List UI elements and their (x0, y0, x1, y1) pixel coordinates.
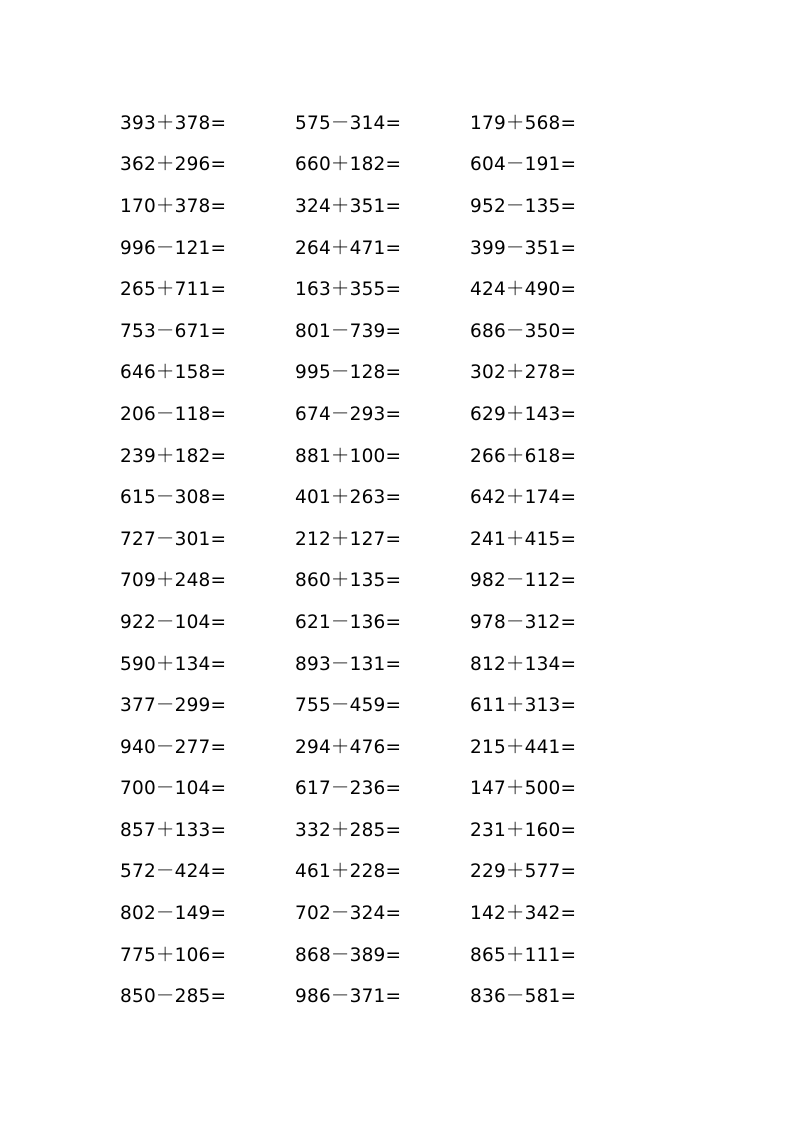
arithmetic-problem: 393＋378= (120, 112, 227, 134)
arithmetic-problem: 377－299= (120, 695, 227, 717)
arithmetic-problem: 660＋182= (295, 154, 402, 176)
arithmetic-problem: 709＋248= (120, 570, 227, 592)
problem-row (120, 143, 645, 185)
problem-row (120, 392, 645, 434)
problem-row (120, 559, 645, 601)
problem-row (120, 434, 645, 476)
arithmetic-problem: 324＋351= (295, 195, 402, 217)
problem-grid (120, 101, 645, 1016)
arithmetic-problem: 461＋228= (295, 861, 402, 883)
arithmetic-problem: 850－285= (120, 986, 227, 1008)
arithmetic-problem: 611＋313= (470, 695, 577, 717)
arithmetic-problem: 401＋263= (295, 487, 402, 509)
arithmetic-problem: 621－136= (295, 611, 402, 633)
arithmetic-problem: 802－149= (120, 903, 227, 925)
arithmetic-problem: 952－135= (470, 195, 577, 217)
problem-row (120, 891, 645, 933)
problem-row (120, 974, 645, 1016)
problem-row (120, 226, 645, 268)
arithmetic-problem: 615－308= (120, 487, 227, 509)
problem-row (120, 101, 645, 143)
arithmetic-problem: 727－301= (120, 528, 227, 550)
arithmetic-problem: 865＋111= (470, 944, 577, 966)
arithmetic-problem: 836－581= (470, 986, 577, 1008)
problem-row (120, 351, 645, 393)
arithmetic-problem: 332＋285= (295, 819, 402, 841)
arithmetic-problem: 294＋476= (295, 736, 402, 758)
problem-row (120, 267, 645, 309)
problem-row (120, 683, 645, 725)
arithmetic-problem: 881＋100= (295, 445, 402, 467)
problem-row (120, 600, 645, 642)
arithmetic-problem: 212＋127= (295, 528, 402, 550)
arithmetic-problem: 893－131= (295, 653, 402, 675)
arithmetic-problem: 163＋355= (295, 279, 402, 301)
problem-row (120, 642, 645, 684)
arithmetic-problem: 995－128= (295, 362, 402, 384)
arithmetic-problem: 775＋106= (120, 944, 227, 966)
arithmetic-problem: 646＋158= (120, 362, 227, 384)
arithmetic-problem: 142＋342= (470, 903, 577, 925)
arithmetic-problem: 922－104= (120, 611, 227, 633)
arithmetic-problem: 755－459= (295, 695, 402, 717)
arithmetic-problem: 575－314= (295, 112, 402, 134)
arithmetic-problem: 424＋490= (470, 279, 577, 301)
arithmetic-problem: 860＋135= (295, 570, 402, 592)
arithmetic-problem: 264＋471= (295, 237, 402, 259)
problem-row (120, 933, 645, 975)
arithmetic-problem: 572－424= (120, 861, 227, 883)
arithmetic-problem: 215＋441= (470, 736, 577, 758)
problem-row (120, 850, 645, 892)
arithmetic-problem: 590＋134= (120, 653, 227, 675)
arithmetic-problem: 399－351= (470, 237, 577, 259)
arithmetic-problem: 302＋278= (470, 362, 577, 384)
problem-row (120, 184, 645, 226)
arithmetic-problem: 868－389= (295, 944, 402, 966)
arithmetic-problem: 266＋618= (470, 445, 577, 467)
arithmetic-problem: 700－104= (120, 778, 227, 800)
arithmetic-problem: 170＋378= (120, 195, 227, 217)
arithmetic-problem: 617－236= (295, 778, 402, 800)
arithmetic-problem: 982－112= (470, 570, 577, 592)
problem-row (120, 475, 645, 517)
arithmetic-problem: 753－671= (120, 320, 227, 342)
arithmetic-problem: 801－739= (295, 320, 402, 342)
arithmetic-problem: 674－293= (295, 403, 402, 425)
arithmetic-problem: 812＋134= (470, 653, 577, 675)
arithmetic-problem: 265＋711= (120, 279, 227, 301)
arithmetic-problem: 179＋568= (470, 112, 577, 134)
arithmetic-problem: 206－118= (120, 403, 227, 425)
problem-row (120, 725, 645, 767)
problem-row (120, 767, 645, 809)
arithmetic-problem: 996－121= (120, 237, 227, 259)
problem-row (120, 808, 645, 850)
arithmetic-problem: 239＋182= (120, 445, 227, 467)
arithmetic-problem: 229＋577= (470, 861, 577, 883)
arithmetic-problem: 642＋174= (470, 487, 577, 509)
arithmetic-problem: 604－191= (470, 154, 577, 176)
problem-row (120, 309, 645, 351)
arithmetic-problem: 147＋500= (470, 778, 577, 800)
arithmetic-problem: 857＋133= (120, 819, 227, 841)
arithmetic-problem: 940－277= (120, 736, 227, 758)
arithmetic-problem: 629＋143= (470, 403, 577, 425)
arithmetic-problem: 241＋415= (470, 528, 577, 550)
arithmetic-problem: 702－324= (295, 903, 402, 925)
arithmetic-problem: 986－371= (295, 986, 402, 1008)
arithmetic-problem: 978－312= (470, 611, 577, 633)
problem-row (120, 517, 645, 559)
arithmetic-problem: 231＋160= (470, 819, 577, 841)
arithmetic-problem: 362＋296= (120, 154, 227, 176)
arithmetic-problem: 686－350= (470, 320, 577, 342)
